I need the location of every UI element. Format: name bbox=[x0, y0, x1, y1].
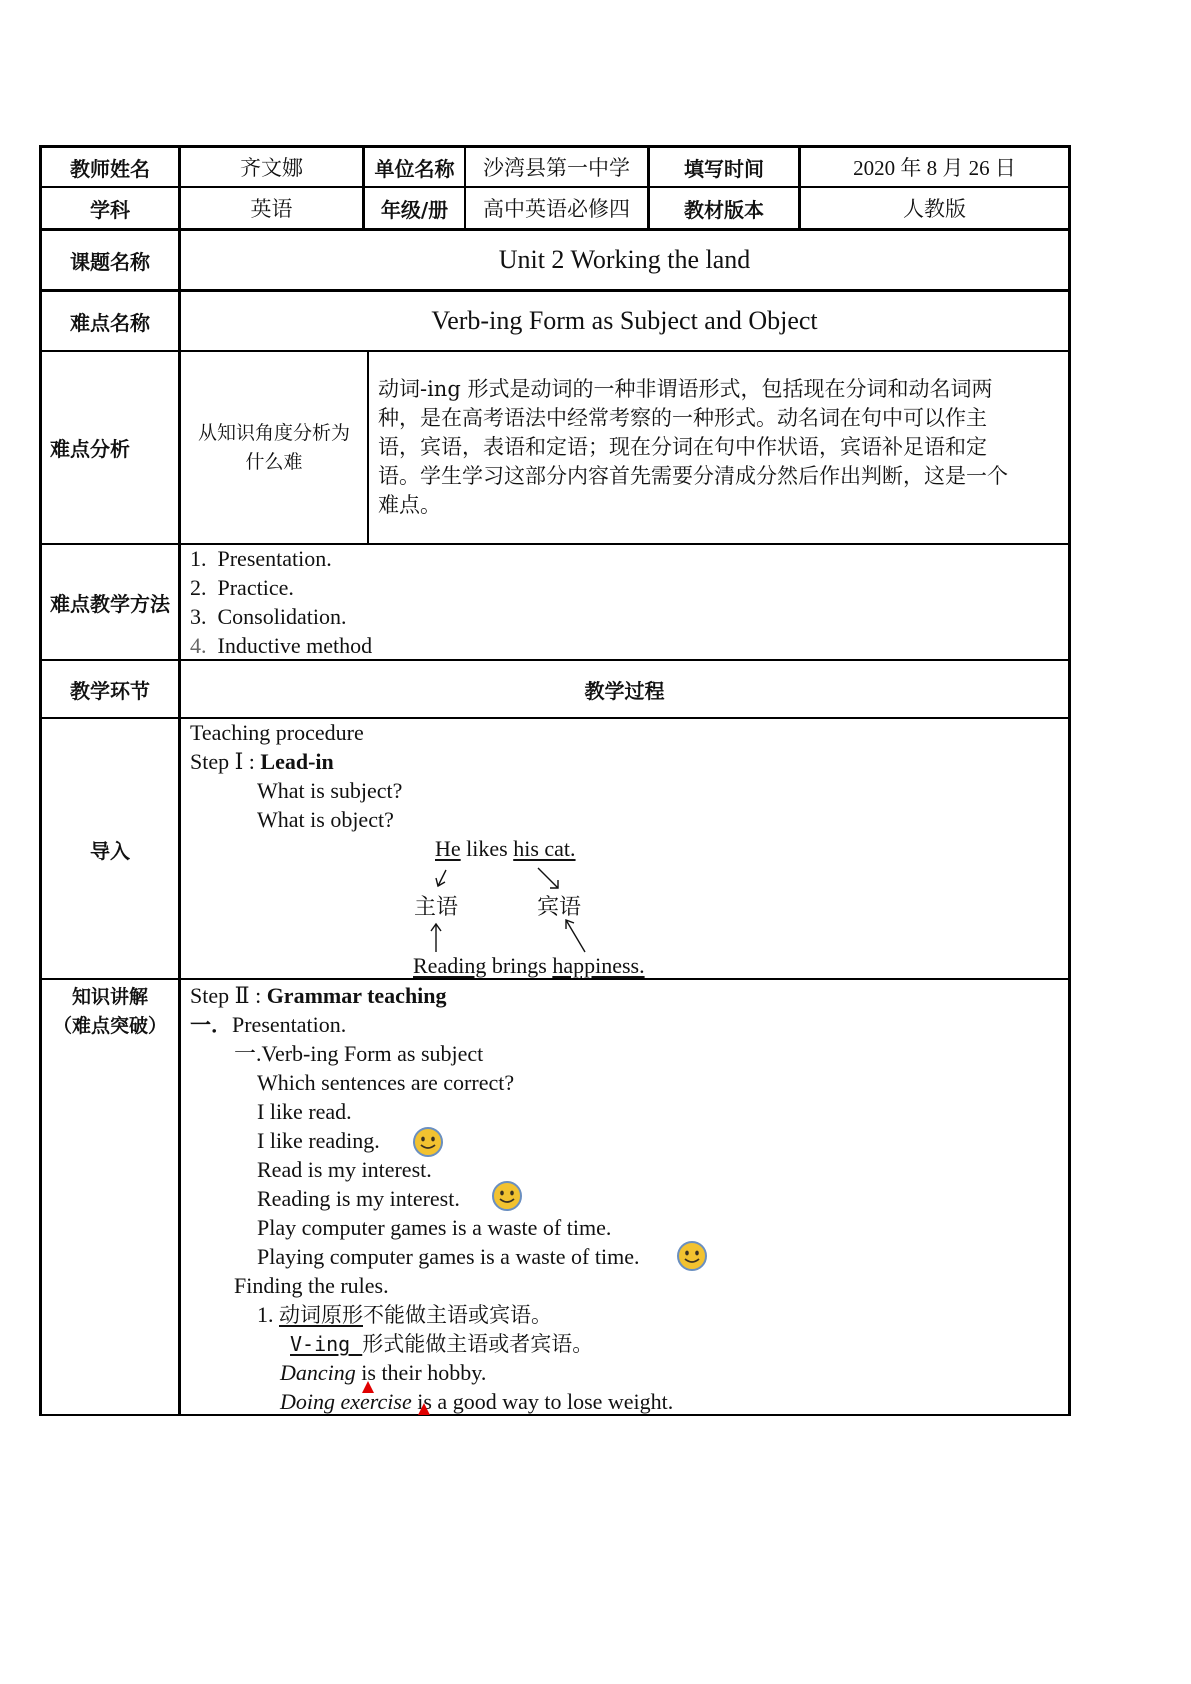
label-subject-cn: 主语 bbox=[414, 895, 459, 920]
example-rest: is their hobby. bbox=[355, 1360, 487, 1385]
grammar-label-line: 知识讲解 bbox=[71, 986, 148, 1008]
stage-label: 教学环节 bbox=[70, 678, 150, 703]
step1-prefix: Step Ⅰ : bbox=[190, 749, 261, 774]
analysis-text bbox=[378, 375, 1068, 520]
section-heading bbox=[190, 1010, 346, 1040]
analysis-line: 语，宾语，表语和定语；现在分词在句中作状语，宾语补足语和定 bbox=[378, 435, 987, 459]
example-verb: likes bbox=[460, 836, 514, 861]
section-title: Presentation. bbox=[232, 1012, 347, 1037]
method-text: Practice. bbox=[217, 575, 294, 600]
grammar-label-line: （难点突破） bbox=[52, 1015, 167, 1037]
method-text: Inductive method bbox=[217, 633, 373, 658]
date-value: 2020 年 8 月 26 日 bbox=[853, 156, 1016, 180]
leadin-label: 导入 bbox=[90, 838, 130, 863]
example-sentence-2 bbox=[413, 951, 645, 981]
grade-value: 高中英语必修四 bbox=[483, 197, 630, 221]
sentence-item: I like reading. bbox=[257, 1128, 380, 1153]
method-num: 4. bbox=[190, 633, 207, 658]
method-item bbox=[190, 602, 346, 632]
method-item bbox=[190, 631, 372, 661]
analysis-line: 语。学生学习这部分内容首先需要分清成分然后作出判断，这是一个 bbox=[378, 464, 1008, 488]
unit-name: 沙湾县第一中学 bbox=[483, 156, 630, 180]
edition-value: 人教版 bbox=[903, 197, 966, 221]
rule-line bbox=[1068, 145, 1071, 1416]
process-label: 教学过程 bbox=[584, 678, 665, 703]
arrow-from-happiness bbox=[566, 920, 585, 952]
sub-heading: 一.Verb-ing Form as subject bbox=[234, 1041, 484, 1066]
analysis-sub-label bbox=[181, 352, 367, 543]
analysis-sub-label-line: 什么难 bbox=[245, 450, 303, 473]
unit-label: 单位名称 bbox=[374, 156, 455, 181]
rule-1 bbox=[257, 1300, 552, 1330]
example-rest: is a good way to lose weight. bbox=[411, 1389, 674, 1414]
rule-text: 形式能做主语或者宾语。 bbox=[362, 1332, 594, 1356]
question-line: Which sentences are correct? bbox=[257, 1070, 515, 1095]
lesson-title-label: 课题名称 bbox=[70, 249, 150, 274]
analysis-line: 种，是在高考语法中经常考察的一种形式。动名词在句中可以作主 bbox=[378, 406, 987, 430]
rule-text: 不能做主语或宾语。 bbox=[363, 1303, 552, 1327]
sentence-item: Play computer games is a waste of time. bbox=[257, 1215, 612, 1240]
sentence-item: Reading is my interest. bbox=[257, 1186, 460, 1211]
rules-heading: Finding the rules. bbox=[234, 1273, 389, 1298]
smiley-icon bbox=[676, 1240, 708, 1272]
method-item bbox=[190, 573, 294, 603]
procedure-title: Teaching procedure bbox=[190, 720, 364, 745]
analysis-line: 动词-ing 形式是动词的一种非谓语形式，包括现在分词和动名词两 bbox=[378, 377, 993, 401]
label-object-cn: 宾语 bbox=[537, 895, 582, 920]
example-line bbox=[280, 1387, 673, 1417]
example-object: happiness. bbox=[552, 953, 645, 978]
teacher-name: 齐文娜 bbox=[240, 156, 303, 180]
edition-label: 教材版本 bbox=[684, 197, 764, 222]
method-num: 3. bbox=[190, 604, 207, 629]
rule-keyword: V-ing bbox=[290, 1332, 363, 1356]
grammar-label bbox=[42, 983, 178, 1041]
step2-line bbox=[190, 981, 447, 1011]
sentence-item: Read is my interest. bbox=[257, 1157, 432, 1182]
rule-line bbox=[367, 350, 369, 544]
method-num: 2. bbox=[190, 575, 207, 600]
step2-title: Grammar teaching bbox=[266, 983, 447, 1008]
sentence-item: Playing computer games is a waste of time. bbox=[257, 1244, 640, 1269]
example-subject: He bbox=[435, 836, 461, 861]
caret-marker-icon bbox=[418, 1403, 430, 1415]
rule-2 bbox=[290, 1329, 593, 1359]
method-item bbox=[190, 544, 332, 574]
arrow-to-object bbox=[538, 868, 558, 888]
example-object: his cat. bbox=[513, 836, 576, 861]
question-subject: What is subject? bbox=[257, 778, 403, 803]
subject-label: 学科 bbox=[90, 197, 130, 222]
rule-keyword: 动词原形 bbox=[279, 1303, 363, 1327]
analysis-sub-label-line: 从知识角度分析为 bbox=[197, 421, 350, 444]
example-gerund: Dancing bbox=[280, 1360, 356, 1385]
step1-title: Lead-in bbox=[260, 749, 334, 774]
teacher-label: 教师姓名 bbox=[70, 156, 150, 181]
step2-prefix: Step Ⅱ : bbox=[190, 983, 267, 1008]
example-verb: brings bbox=[486, 953, 553, 978]
smiley-icon bbox=[491, 1180, 523, 1212]
example-gerund: Doing exercise bbox=[280, 1389, 412, 1414]
date-label: 填写时间 bbox=[684, 156, 764, 181]
lesson-title: Unit 2 Working the land bbox=[498, 245, 751, 274]
methods-label: 难点教学方法 bbox=[50, 592, 170, 616]
difficulty-title: Verb-ing Form as Subject and Object bbox=[431, 306, 818, 335]
smiley-icon bbox=[412, 1126, 444, 1158]
question-object: What is object? bbox=[257, 807, 394, 832]
subject-value: 英语 bbox=[250, 197, 293, 221]
difficulty-label: 难点名称 bbox=[70, 310, 150, 335]
grade-label: 年级/册 bbox=[380, 197, 449, 222]
method-text: Presentation. bbox=[217, 546, 332, 571]
example-subject: Reading bbox=[413, 953, 487, 978]
example-line bbox=[280, 1358, 486, 1388]
method-text: Consolidation. bbox=[217, 604, 347, 629]
analysis-label: 难点分析 bbox=[50, 437, 130, 461]
analysis-line: 难点。 bbox=[378, 493, 441, 517]
method-num: 1. bbox=[190, 546, 207, 571]
step1-line bbox=[190, 747, 334, 777]
rule-num: 1. bbox=[257, 1302, 279, 1327]
sentence-item: I like read. bbox=[257, 1099, 352, 1124]
section-num: 一． bbox=[190, 1013, 232, 1037]
